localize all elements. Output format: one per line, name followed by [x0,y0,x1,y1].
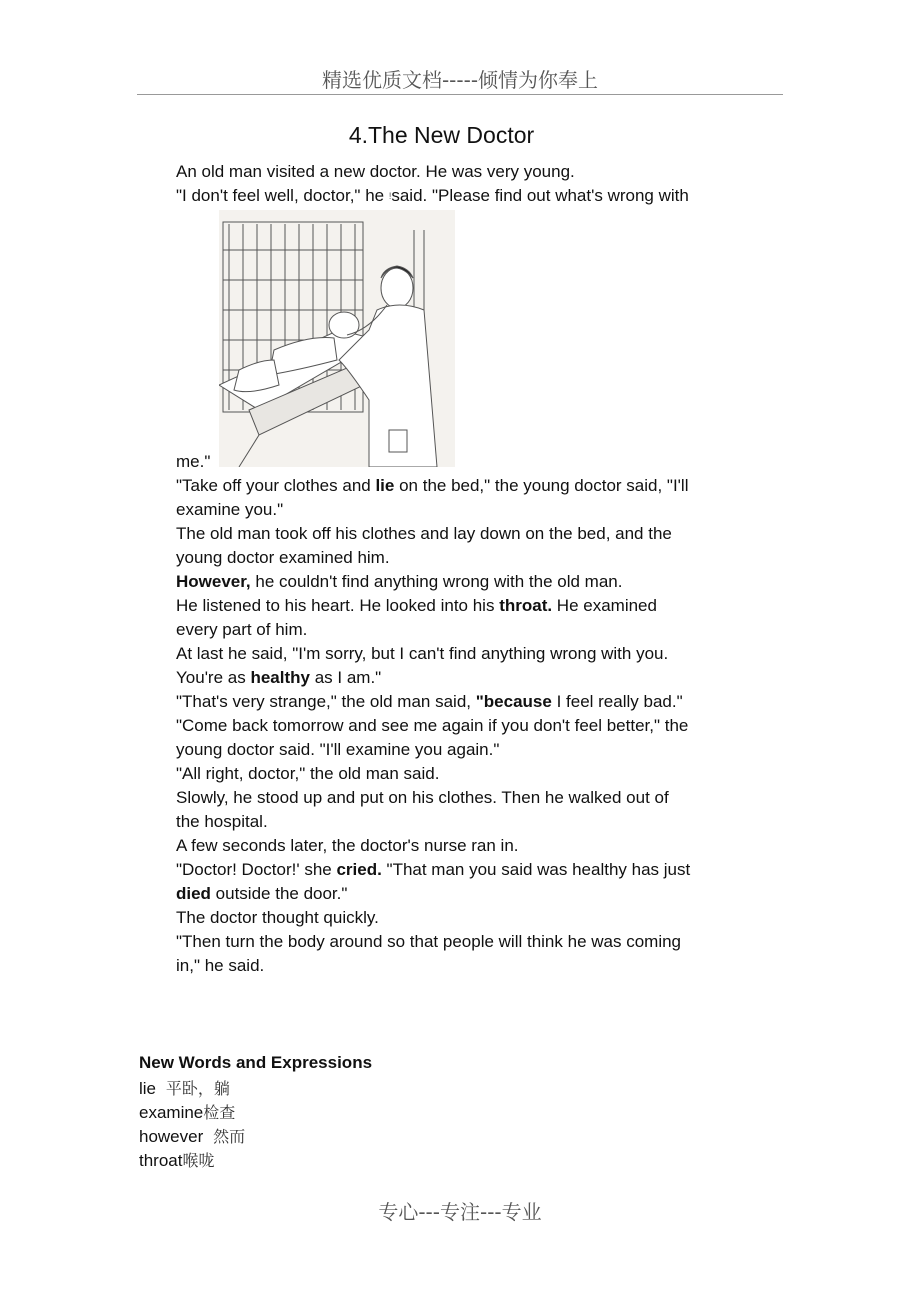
bold-keyword: died [176,884,211,903]
story-line [176,786,669,810]
story-line [176,498,283,522]
text-segment: Slowly, he stood up and put on his clothes. Then he walked out of [176,788,669,807]
bold-keyword: cried. [336,860,382,879]
text-segment: He listened to his heart. He looked into his [176,596,500,615]
text-segment: "Take off your clothes and [176,476,376,495]
text-segment: "I don't feel well, doctor," he [176,186,389,205]
text-segment: "Come back tomorrow and see me again if you don't feel better," the [176,716,689,735]
story-line [176,690,683,714]
story-line [176,762,439,786]
story-line [176,570,622,594]
vocab-item [139,1077,230,1101]
story-line [176,738,499,762]
text-segment: every part of him. [176,620,308,639]
vocab-item [139,1149,215,1173]
story-line [176,666,381,690]
text-segment: The doctor thought quickly. [176,908,379,927]
story-line [176,930,681,954]
text-segment: on the bed," the young doctor said, "I'll [394,476,689,495]
story-line [176,858,690,882]
story-line [176,522,672,546]
text-segment: "All right, doctor," the old man said. [176,764,440,783]
text-segment: The old man took off his clothes and lay down on the bed, and the [176,524,672,543]
story-title: 4.The New Doctor [348,122,535,148]
text-segment: in," he said. [176,956,265,975]
story-line [176,160,575,184]
text-segment: You're as [176,668,251,687]
vocab-translation: 检查 [203,1103,236,1122]
vocab-item [139,1125,245,1149]
text-segment: I feel really bad." [551,692,683,711]
text-segment: young doctor said. "I'll examine you again." [176,740,500,759]
vocab-word: however [139,1127,208,1146]
vocab-word: throat [139,1151,183,1170]
text-segment: A few seconds later, the doctor's nurse ran in. [176,836,519,855]
text-segment: the hospital. [176,812,268,831]
page-header: 精选优质文档-----倾情为你奉上 [321,68,599,92]
bold-keyword: throat. [499,596,553,615]
story-line [176,954,264,978]
text-segment: young doctor examined him. [176,548,390,567]
text-segment: "Then turn the body around so that people will think he was coming [176,932,682,951]
story-line [176,714,688,738]
story-line [176,594,657,618]
story-line [176,546,390,570]
story-line [176,450,210,474]
bold-keyword: "because [475,692,552,711]
text-segment: "That's very strange," the old man said, [176,692,476,711]
story-line [176,882,347,906]
story-line [176,474,688,498]
bold-keyword: However, [176,572,251,591]
text-segment: At last he said, "I'm sorry, but I can't find anything wrong with you. [176,644,669,663]
text-segment: He examined [552,596,657,615]
text-segment: outside the door." [210,884,348,903]
text-segment: he couldn't find anything wrong with the old man. [250,572,623,591]
text-segment: as I am." [309,668,382,687]
vocab-item [139,1101,235,1125]
text-segment: me." [176,452,211,471]
bold-keyword: lie [375,476,395,495]
vocab-word: lie [139,1079,161,1098]
story-line [176,834,519,858]
text-segment: An old man visited a new doctor. He was very young. [176,162,575,181]
header-divider [137,94,783,95]
text-segment: examine you." [176,500,284,519]
vocab-word: examine [139,1103,204,1122]
story-line [176,184,689,208]
doctor-examining-patient-illustration [219,210,455,467]
story-line [176,642,668,666]
story-line [176,618,307,642]
story-line [176,810,268,834]
text-segment: "Doctor! Doctor!' she [176,860,337,879]
page-footer: 专心---专注---专业 [378,1200,542,1224]
vocab-translation: 然而 [207,1127,246,1146]
text-segment: "That man you said was healthy has just [381,860,691,879]
bold-keyword: healthy [250,668,310,687]
vocab-translation: 喉咙 [182,1151,215,1170]
vocab-heading: New Words and Expressions [139,1053,373,1072]
vocab-translation: 平卧，躺 [160,1079,230,1098]
text-segment: ! [388,191,392,201]
text-segment: said. "Please find out what's wrong with [391,186,689,205]
story-line [176,906,379,930]
